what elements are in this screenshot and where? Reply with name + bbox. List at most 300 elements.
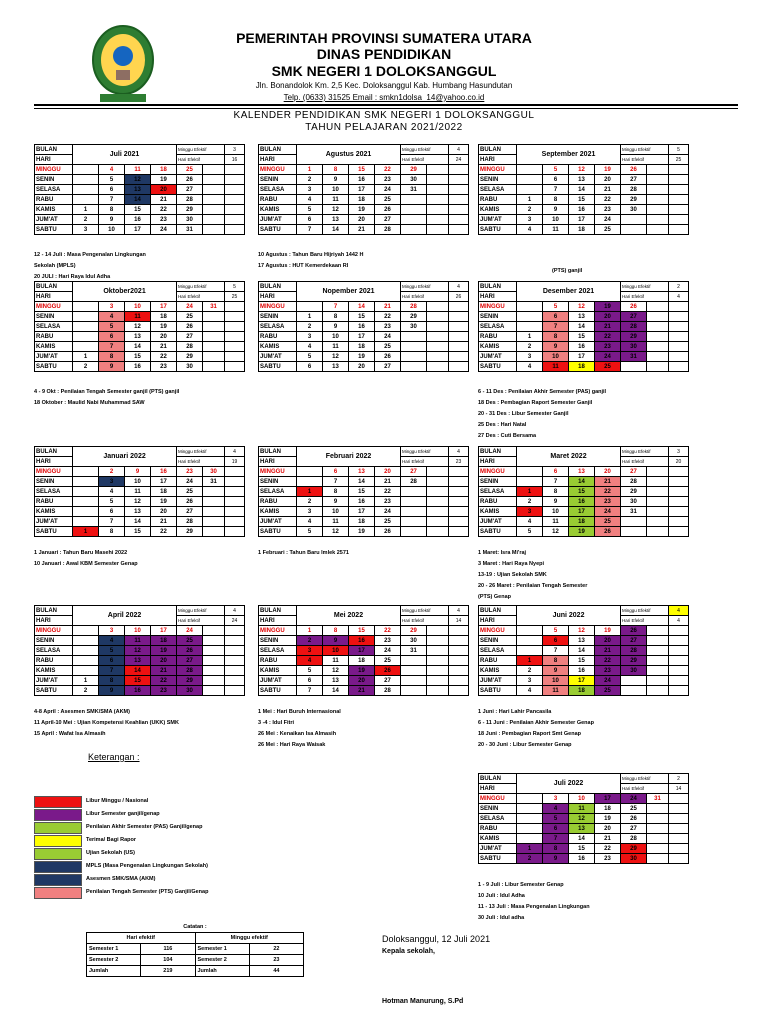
legend-label: MPLS (Masa Pengenalan Lingkungan Sekolah) (86, 863, 208, 869)
date-cell: 10 (543, 676, 569, 686)
minggu-efektif-value: 4 (449, 447, 469, 457)
blank-cell (225, 362, 245, 372)
date-cell: 2 (99, 467, 125, 477)
note-line: 13-19 : Ujian Sekolah SMK (478, 572, 547, 578)
day-name: KAMIS (35, 666, 73, 676)
legend-label: Libur Minggu / Nasional (86, 798, 149, 804)
bulan-label: BULAN (35, 606, 73, 616)
date-cell (427, 352, 449, 362)
note-line: 10 Januari : Awal KBM Semester Genap (34, 561, 138, 567)
date-cell: 15 (125, 527, 151, 537)
date-cell: 15 (569, 656, 595, 666)
date-cell: 30 (621, 497, 647, 507)
date-cell (73, 165, 99, 175)
date-cell: 28 (177, 517, 203, 527)
summary-table (86, 922, 304, 977)
month-calendar (34, 281, 244, 372)
signature-date: Doloksanggul, 12 Juli 2021 (382, 934, 491, 944)
date-cell (647, 165, 669, 175)
date-cell: 9 (323, 175, 349, 185)
date-cell: 26 (177, 175, 203, 185)
date-cell: 24 (375, 332, 401, 342)
note-line: 1 Juni : Hari Lahir Pancasila (478, 709, 552, 715)
date-cell (647, 302, 669, 312)
date-cell: 24 (595, 507, 621, 517)
blank-cell (449, 215, 469, 225)
date-cell (73, 636, 99, 646)
minggu-efektif-value: 4 (449, 282, 469, 292)
month-calendar (34, 446, 244, 537)
date-cell (427, 636, 449, 646)
day-name: SELASA (479, 487, 517, 497)
day-name: MINGGU (479, 467, 517, 477)
date-cell: 22 (595, 844, 621, 854)
hari-label: HARI (35, 616, 73, 626)
bulan-label: BULAN (479, 606, 517, 616)
date-cell: 24 (595, 676, 621, 686)
government-name: PEMERINTAH PROVINSI SUMATERA UTARA (236, 30, 532, 46)
date-cell: 24 (375, 185, 401, 195)
date-cell: 28 (401, 302, 427, 312)
date-cell: 17 (349, 332, 375, 342)
date-cell (401, 195, 427, 205)
date-cell (427, 215, 449, 225)
date-cell (73, 342, 99, 352)
day-name: SABTU (479, 686, 517, 696)
date-cell: 20 (595, 312, 621, 322)
date-cell: 1 (517, 487, 543, 497)
hari-efektif-value: 23 (449, 457, 469, 467)
date-cell (427, 322, 449, 332)
month-name: April 2022 (73, 606, 177, 626)
date-cell: 7 (297, 225, 323, 235)
date-cell: 16 (569, 205, 595, 215)
date-cell: 15 (125, 352, 151, 362)
date-cell: 21 (375, 302, 401, 312)
date-cell: 30 (621, 342, 647, 352)
date-cell (427, 676, 449, 686)
signature-block (382, 934, 582, 1005)
minggu-efektif-label: Minggu Efektif (621, 774, 669, 784)
date-cell: 5 (99, 322, 125, 332)
blank-cell (669, 517, 689, 527)
hari-efektif-label: Hari Efektif (621, 292, 669, 302)
day-name: SENIN (259, 175, 297, 185)
date-cell: 14 (323, 686, 349, 696)
date-cell: 1 (297, 626, 323, 636)
date-cell: 23 (151, 686, 177, 696)
date-cell (203, 322, 225, 332)
hari-efektif-label: Hari Efektif (401, 616, 449, 626)
date-cell (203, 666, 225, 676)
summary-caption: Catatan : (87, 922, 304, 933)
date-cell (203, 312, 225, 322)
date-cell (427, 497, 449, 507)
date-cell: 6 (99, 656, 125, 666)
date-cell (517, 636, 543, 646)
date-cell (427, 686, 449, 696)
hari-label: HARI (479, 155, 517, 165)
date-cell: 9 (543, 342, 569, 352)
blank-cell (449, 342, 469, 352)
date-cell: 28 (375, 686, 401, 696)
date-cell: 27 (375, 362, 401, 372)
date-cell: 23 (595, 854, 621, 864)
date-cell: 29 (401, 165, 427, 175)
date-cell: 8 (99, 527, 125, 537)
day-name: SELASA (479, 322, 517, 332)
date-cell: 24 (177, 626, 203, 636)
summary-cell: 104 (141, 955, 195, 966)
day-name: SABTU (35, 686, 73, 696)
date-cell: 23 (375, 636, 401, 646)
date-cell: 26 (595, 527, 621, 537)
date-cell: 19 (151, 646, 177, 656)
note-line: 1 Maret: Isra Mi'raj (478, 550, 527, 556)
date-cell (427, 225, 449, 235)
note-line: 10 Agustus : Tahun Baru Hijriyah 1442 H (258, 252, 364, 258)
hari-label: HARI (479, 784, 517, 794)
date-cell: 14 (569, 185, 595, 195)
note-line: 4 - 9 Okt : Penilaian Tengah Semester ganjil (PTS) ganjil (34, 389, 180, 395)
minggu-efektif-value: 3 (225, 145, 245, 155)
date-cell (203, 185, 225, 195)
date-cell: 20 (375, 467, 401, 477)
blank-cell (669, 666, 689, 676)
blank-cell (225, 225, 245, 235)
date-cell (517, 312, 543, 322)
blank-cell (449, 332, 469, 342)
date-cell: 11 (323, 342, 349, 352)
date-cell: 15 (349, 165, 375, 175)
date-cell (401, 225, 427, 235)
date-cell: 25 (621, 804, 647, 814)
date-cell: 22 (595, 332, 621, 342)
date-cell: 22 (595, 656, 621, 666)
date-cell: 9 (125, 467, 151, 477)
date-cell: 7 (99, 342, 125, 352)
date-cell: 16 (349, 175, 375, 185)
blank-cell (225, 165, 245, 175)
date-cell: 20 (595, 824, 621, 834)
date-cell (73, 312, 99, 322)
month-name: Mei 2022 (297, 606, 401, 626)
date-cell: 1 (517, 332, 543, 342)
date-cell (203, 352, 225, 362)
date-cell: 27 (375, 215, 401, 225)
blank-cell (669, 527, 689, 537)
date-cell: 18 (349, 656, 375, 666)
date-cell: 22 (375, 626, 401, 636)
day-name: JUM'AT (479, 215, 517, 225)
letterhead (0, 0, 768, 105)
date-cell: 30 (621, 205, 647, 215)
blank-cell (225, 352, 245, 362)
date-cell (427, 646, 449, 656)
bulan-label: BULAN (259, 606, 297, 616)
date-cell: 8 (99, 676, 125, 686)
date-cell: 9 (323, 636, 349, 646)
date-cell (647, 507, 669, 517)
note-line: 20 - 31 Des : Libur Semester Ganjil (478, 411, 569, 417)
date-cell: 9 (99, 215, 125, 225)
date-cell: 4 (517, 362, 543, 372)
date-cell: 8 (323, 165, 349, 175)
date-cell: 9 (99, 362, 125, 372)
day-name: KAMIS (259, 342, 297, 352)
date-cell: 18 (151, 487, 177, 497)
bulan-label: BULAN (479, 145, 517, 155)
date-cell: 12 (125, 322, 151, 332)
date-cell: 21 (151, 195, 177, 205)
month-name: Maret 2022 (517, 447, 621, 467)
blank-cell (669, 322, 689, 332)
date-cell: 1 (517, 195, 543, 205)
date-cell (427, 507, 449, 517)
month-notes (258, 707, 484, 751)
date-cell: 28 (621, 477, 647, 487)
date-cell: 22 (151, 205, 177, 215)
blank-cell (449, 527, 469, 537)
date-cell (73, 517, 99, 527)
summary-cell: Semester 2 (87, 955, 141, 966)
hari-efektif-label: Hari Efektif (401, 292, 449, 302)
day-name: RABU (479, 824, 517, 834)
hari-efektif-value: 4 (669, 616, 689, 626)
hari-efektif-label: Hari Efektif (621, 784, 669, 794)
blank-cell (225, 322, 245, 332)
blank-cell (225, 517, 245, 527)
bulan-label: BULAN (479, 447, 517, 457)
date-cell: 25 (177, 165, 203, 175)
month-name: Oktober2021 (73, 282, 177, 302)
date-cell: 15 (349, 312, 375, 322)
summary-row (87, 966, 304, 977)
date-cell (427, 666, 449, 676)
date-cell (647, 362, 669, 372)
date-cell: 18 (151, 165, 177, 175)
date-cell (647, 844, 669, 854)
date-cell: 16 (569, 854, 595, 864)
date-cell: 6 (297, 676, 323, 686)
date-cell: 25 (595, 517, 621, 527)
blank-cell (225, 215, 245, 225)
date-cell: 11 (569, 804, 595, 814)
date-cell: 6 (323, 467, 349, 477)
date-cell: 9 (543, 666, 569, 676)
month-notes (478, 548, 704, 603)
date-cell (401, 517, 427, 527)
date-cell: 1 (73, 676, 99, 686)
legend-item (34, 887, 294, 899)
date-cell: 19 (595, 626, 621, 636)
blank-cell (225, 195, 245, 205)
signature-title: Kepala sekolah, (382, 948, 435, 955)
date-cell (427, 165, 449, 175)
month-notes (552, 266, 768, 277)
date-cell (517, 804, 543, 814)
blank-cell (669, 215, 689, 225)
date-cell: 24 (375, 646, 401, 656)
date-cell: 7 (323, 477, 349, 487)
date-cell: 22 (375, 165, 401, 175)
date-cell (647, 467, 669, 477)
note-line: 27 Des : Cuti Bersama (478, 433, 537, 439)
day-name: SENIN (479, 175, 517, 185)
date-cell: 2 (73, 362, 99, 372)
date-cell (647, 195, 669, 205)
date-cell: 21 (375, 477, 401, 487)
day-name: SELASA (259, 487, 297, 497)
note-line: 6 - 11 Juni : Penilaian Akhir Semester Genap (478, 720, 594, 726)
date-cell: 28 (375, 225, 401, 235)
day-name: MINGGU (35, 626, 73, 636)
day-name: KAMIS (35, 507, 73, 517)
month-name: Januari 2022 (73, 447, 177, 467)
date-cell (203, 656, 225, 666)
date-cell: 25 (595, 225, 621, 235)
date-cell: 6 (543, 175, 569, 185)
day-name: MINGGU (35, 165, 73, 175)
date-cell (401, 686, 427, 696)
date-cell: 4 (99, 312, 125, 322)
date-cell: 26 (621, 626, 647, 636)
summary-cell: 219 (141, 966, 195, 977)
summary-header-minggu: Minggu efektif (195, 933, 304, 944)
date-cell: 10 (323, 332, 349, 342)
day-name: KAMIS (35, 205, 73, 215)
blank-cell (225, 686, 245, 696)
date-cell: 4 (297, 342, 323, 352)
hari-label: HARI (35, 155, 73, 165)
date-cell (427, 656, 449, 666)
date-cell: 24 (595, 352, 621, 362)
day-name: KAMIS (35, 342, 73, 352)
date-cell: 23 (595, 205, 621, 215)
blank-cell (225, 342, 245, 352)
date-cell (401, 656, 427, 666)
note-line: (PTS) ganjil (552, 268, 583, 274)
blank-cell (669, 302, 689, 312)
month-calendar (478, 605, 688, 696)
header-rule (34, 104, 738, 106)
day-name: SABTU (35, 225, 73, 235)
date-cell: 6 (543, 636, 569, 646)
date-cell: 14 (125, 342, 151, 352)
legend-label: Asesmen SMK/SMA (AKM) (86, 876, 156, 882)
date-cell (73, 656, 99, 666)
date-cell: 12 (323, 205, 349, 215)
hari-label: HARI (479, 616, 517, 626)
date-cell: 1 (297, 165, 323, 175)
date-cell: 9 (323, 322, 349, 332)
blank-cell (669, 352, 689, 362)
date-cell: 24 (621, 794, 647, 804)
date-cell: 12 (569, 814, 595, 824)
month-calendar (258, 605, 468, 696)
date-cell: 25 (177, 312, 203, 322)
month-calendar (478, 446, 688, 537)
date-cell: 22 (595, 195, 621, 205)
date-cell: 27 (177, 332, 203, 342)
blank-cell (225, 302, 245, 312)
summary-cell: 22 (249, 944, 303, 955)
date-cell: 2 (297, 636, 323, 646)
day-name: SENIN (259, 636, 297, 646)
hari-efektif-value: 24 (449, 155, 469, 165)
date-cell: 13 (125, 332, 151, 342)
date-cell (517, 322, 543, 332)
summary-header-hari: Hari efektif (87, 933, 196, 944)
date-cell (517, 794, 543, 804)
date-cell: 1 (517, 656, 543, 666)
blank-cell (449, 165, 469, 175)
date-cell (517, 814, 543, 824)
blank-cell (449, 362, 469, 372)
minggu-efektif-value: 4 (225, 606, 245, 616)
date-cell: 4 (517, 225, 543, 235)
day-name: SABTU (479, 362, 517, 372)
date-cell (427, 477, 449, 487)
date-cell: 17 (151, 626, 177, 636)
date-cell: 8 (323, 312, 349, 322)
day-name: JUM'AT (259, 215, 297, 225)
date-cell: 14 (125, 195, 151, 205)
date-cell: 18 (569, 362, 595, 372)
day-name: RABU (259, 497, 297, 507)
day-name: MINGGU (35, 302, 73, 312)
minggu-efektif-value: 4 (449, 606, 469, 616)
date-cell: 14 (323, 225, 349, 235)
hari-label: HARI (259, 616, 297, 626)
date-cell (203, 215, 225, 225)
date-cell: 29 (621, 656, 647, 666)
blank-cell (669, 225, 689, 235)
date-cell: 31 (621, 507, 647, 517)
date-cell: 27 (177, 185, 203, 195)
date-cell: 13 (349, 467, 375, 477)
date-cell: 27 (621, 175, 647, 185)
day-name: RABU (479, 497, 517, 507)
date-cell: 27 (621, 824, 647, 834)
date-cell (647, 527, 669, 537)
note-line: 18 Des : Pembagian Raport Semester Ganjil (478, 400, 593, 406)
legend-swatch (34, 848, 82, 860)
date-cell (517, 175, 543, 185)
blank-cell (449, 497, 469, 507)
day-name: JUM'AT (479, 676, 517, 686)
day-name: KAMIS (479, 507, 517, 517)
date-cell: 23 (595, 497, 621, 507)
date-cell: 9 (543, 854, 569, 864)
date-cell: 3 (517, 352, 543, 362)
date-cell: 21 (595, 646, 621, 656)
blank-cell (449, 646, 469, 656)
date-cell (401, 666, 427, 676)
month-name: September 2021 (517, 145, 621, 165)
date-cell: 8 (543, 332, 569, 342)
blank-cell (449, 477, 469, 487)
date-cell: 9 (323, 497, 349, 507)
legend-label: Ujian Sekolah (US) (86, 850, 135, 856)
date-cell: 7 (99, 666, 125, 676)
date-cell (73, 507, 99, 517)
date-cell (517, 824, 543, 834)
date-cell: 12 (543, 527, 569, 537)
hari-efektif-value: 14 (449, 616, 469, 626)
date-cell: 17 (349, 646, 375, 656)
date-cell: 9 (99, 686, 125, 696)
